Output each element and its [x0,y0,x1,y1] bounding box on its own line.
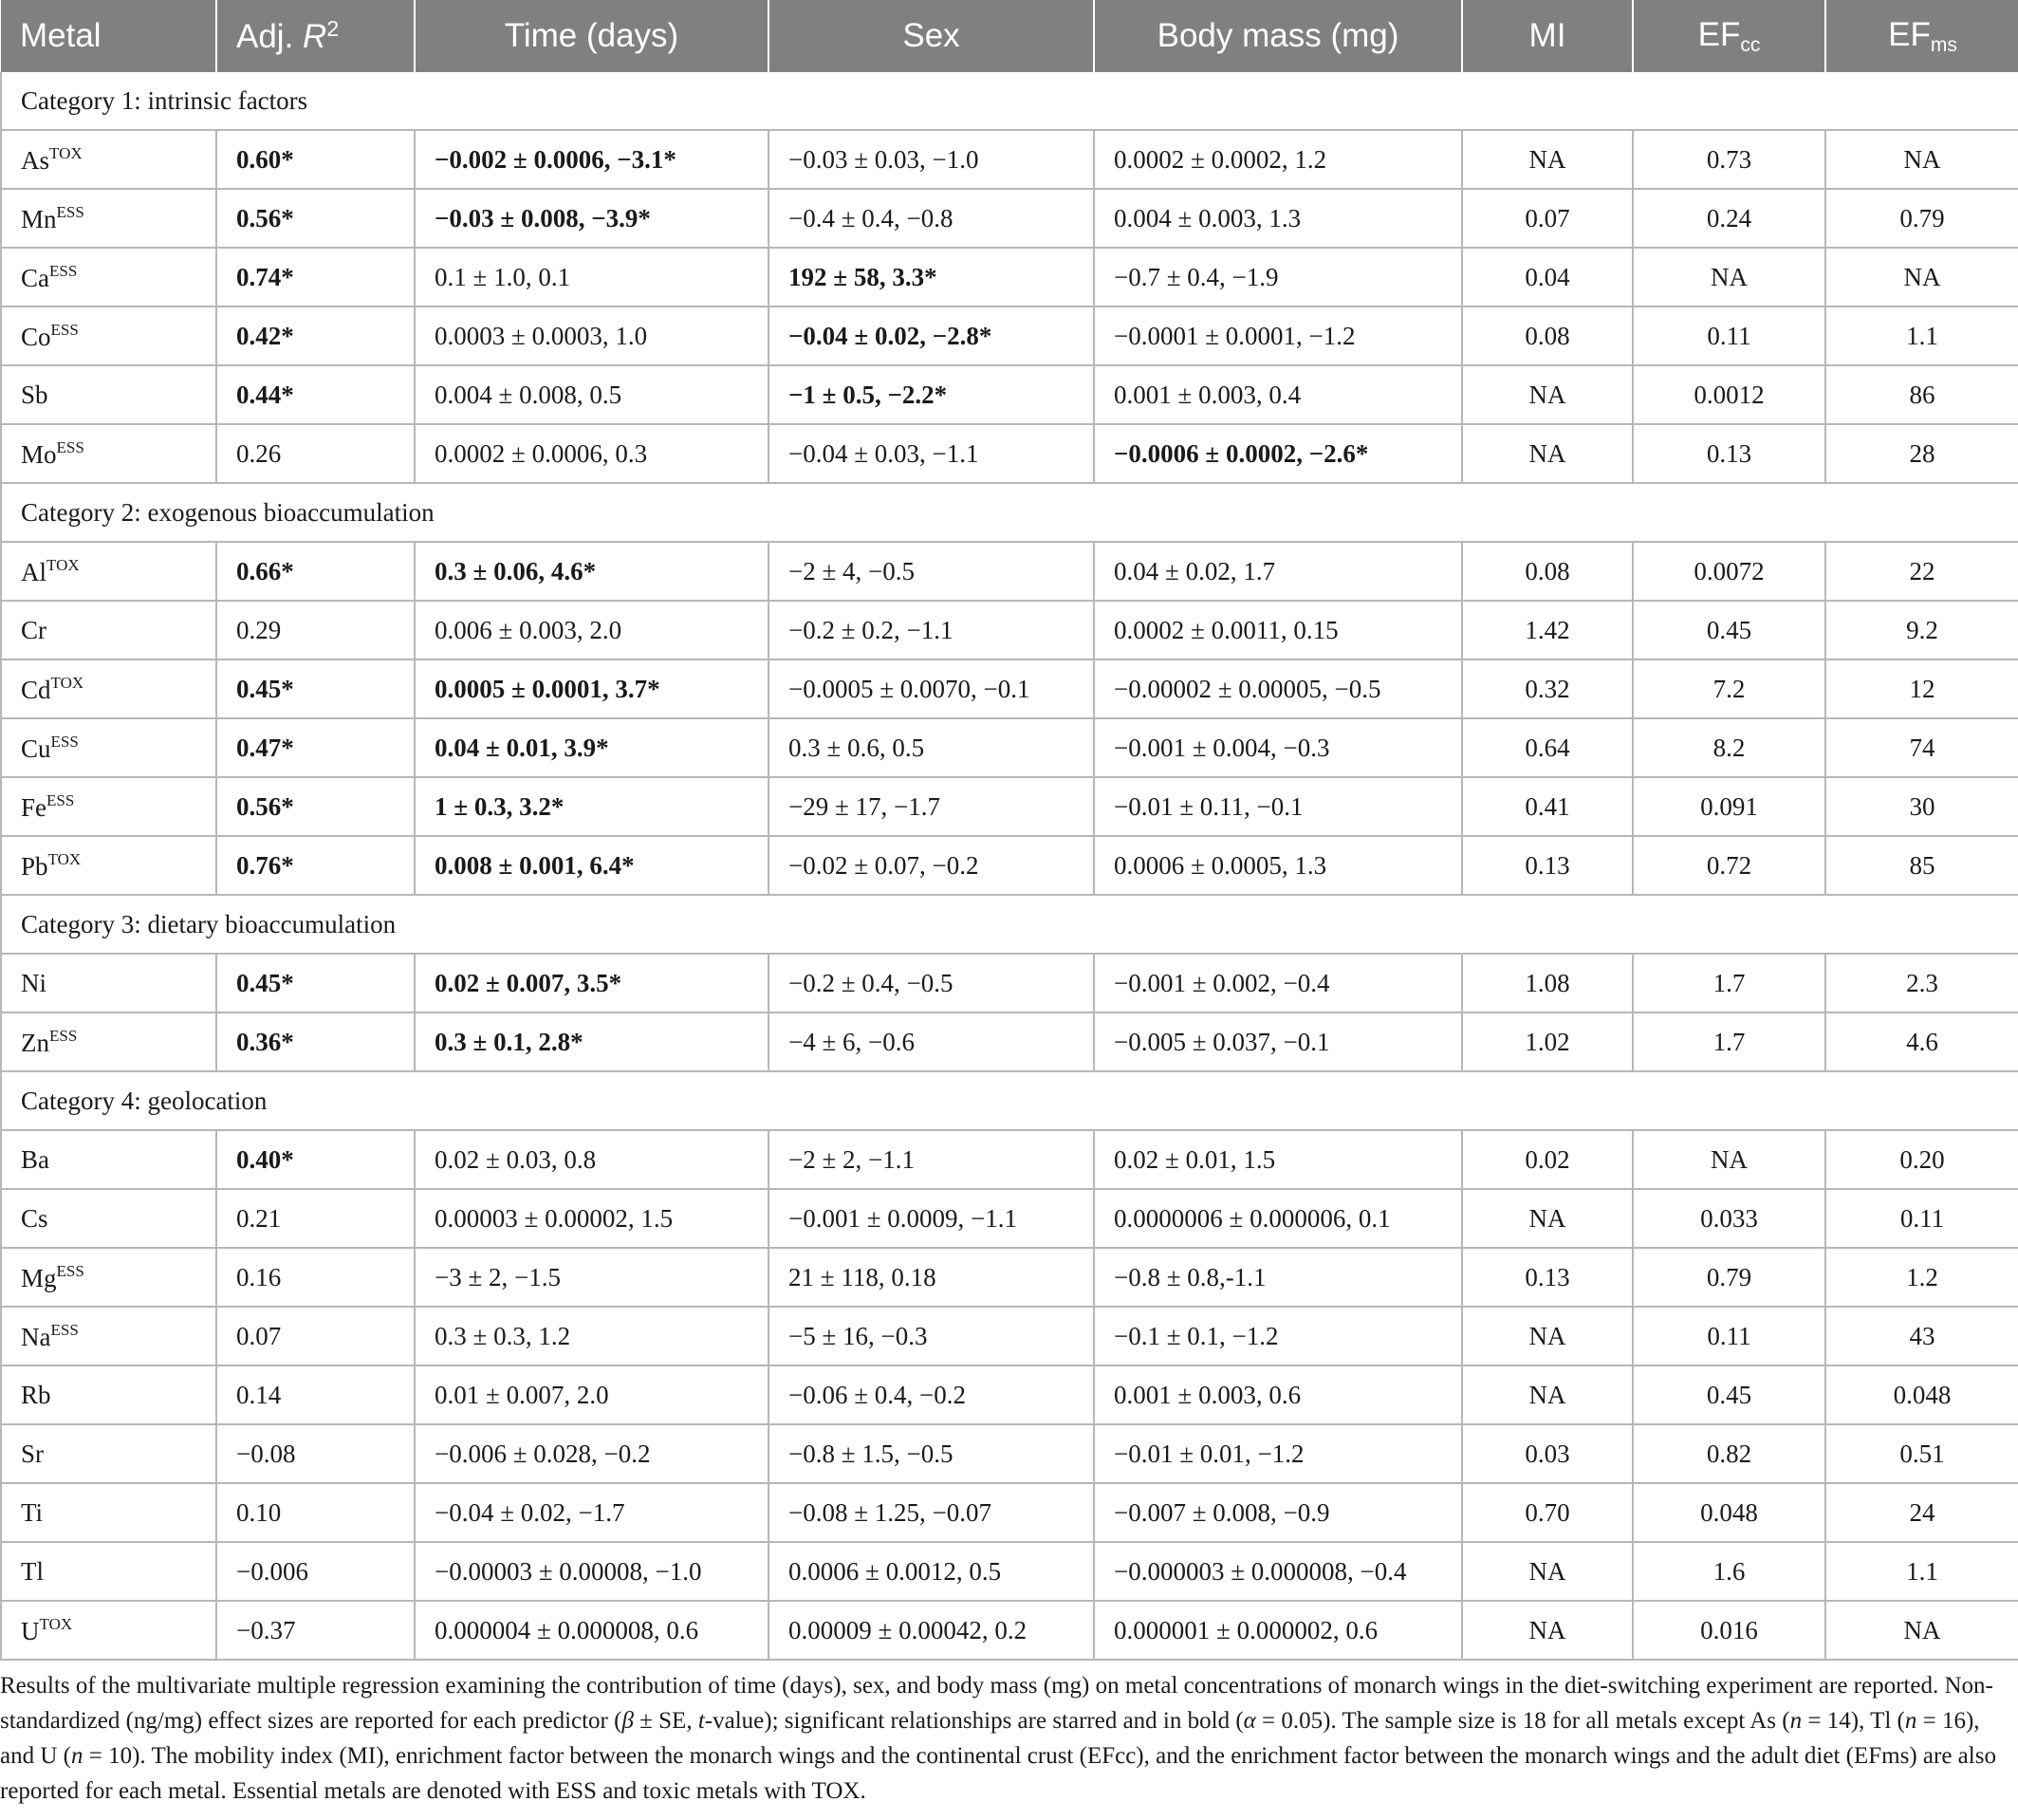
mi-cell: 0.03 [1462,1424,1633,1483]
body-mass-cell: 0.02 ± 0.01, 1.5 [1094,1130,1462,1189]
efms-cell: 12 [1825,659,2018,718]
metal-cell [1,659,216,718]
metal-cell [1,1307,216,1365]
efcc-cell: 1.7 [1633,954,1825,1012]
header-efms: $EF_{ms}$ [1825,0,2018,72]
metal-class-superscript: ESS [49,261,78,280]
mi-cell: 0.08 [1462,306,1633,365]
metal-symbol: Fe [21,792,46,822]
time-cell: 0.01 ± 0.007, 2.0 [415,1365,768,1424]
time-cell: 0.02 ± 0.03, 0.8 [415,1130,768,1189]
category-row [1,1071,2018,1130]
mi-cell: 1.02 [1462,1012,1633,1071]
efcc-cell: 0.11 [1633,306,1825,365]
metal-cell [1,365,216,424]
metal-symbol: U [21,1616,40,1645]
metal-symbol: Al [21,557,46,586]
table-row [1,189,2018,248]
time-cell: −0.03 ± 0.008, −3.9* [415,189,768,248]
mi-cell: NA [1462,1542,1633,1601]
sex-cell: −29 ± 17, −1.7 [768,777,1094,836]
metal-symbol: Cu [21,734,51,763]
metal-cell [1,1248,216,1307]
metal-cell [1,601,216,659]
adj-r2-cell: 0.10 [216,1483,415,1542]
time-cell: 0.008 ± 0.001, 6.4* [415,836,768,895]
metal-cell [1,1189,216,1248]
time-cell: 1 ± 0.3, 3.2* [415,777,768,836]
category-title: Category 4: geolocation [1,1071,2018,1130]
table-row [1,306,2018,365]
efms-cell: 9.2 [1825,601,2018,659]
metal-class-superscript: ESS [49,1026,78,1045]
adj-r2-cell: 0.60* [216,130,415,189]
table-row [1,777,2018,836]
time-cell: −3 ± 2, −1.5 [415,1248,768,1307]
body-mass-cell: 0.001 ± 0.003, 0.4 [1094,365,1462,424]
metal-symbol: Ca [21,263,49,292]
efcc-cell: 1.7 [1633,1012,1825,1071]
mi-cell: 0.07 [1462,189,1633,248]
sex-cell: −0.04 ± 0.03, −1.1 [768,424,1094,483]
efms-cell: 0.11 [1825,1189,2018,1248]
sex-cell: −0.2 ± 0.4, −0.5 [768,954,1094,1012]
sex-cell: −0.2 ± 0.2, −1.1 [768,601,1094,659]
time-cell: 0.3 ± 0.06, 4.6* [415,542,768,601]
efcc-cell: 7.2 [1633,659,1825,718]
sex-cell: −2 ± 2, −1.1 [768,1130,1094,1189]
metal-cell [1,542,216,601]
efms-cell: 22 [1825,542,2018,601]
body-mass-cell: −0.7 ± 0.4, −1.9 [1094,248,1462,306]
mi-cell: 0.02 [1462,1130,1633,1189]
table-row [1,1424,2018,1483]
efms-cell: NA [1825,130,2018,189]
body-mass-cell: −0.005 ± 0.037, −0.1 [1094,1012,1462,1071]
metal-symbol: Cr [21,615,46,644]
efms-cell: 43 [1825,1307,2018,1365]
mi-cell: 0.04 [1462,248,1633,306]
table-row [1,1130,2018,1189]
metal-symbol: Tl [21,1556,44,1586]
metal-cell [1,1365,216,1424]
body-mass-cell: 0.000001 ± 0.000002, 0.6 [1094,1601,1462,1660]
category-title: Category 1: intrinsic factors [1,72,2018,130]
efcc-cell: 0.11 [1633,1307,1825,1365]
time-cell: 0.3 ± 0.1, 2.8* [415,1012,768,1071]
metal-class-superscript: TOX [46,555,80,574]
body-mass-cell: 0.0002 ± 0.0002, 1.2 [1094,130,1462,189]
time-cell: 0.0002 ± 0.0006, 0.3 [415,424,768,483]
adj-r2-cell: 0.76* [216,836,415,895]
efcc-cell: 0.82 [1633,1424,1825,1483]
adj-r2-cell: 0.74* [216,248,415,306]
time-cell: −0.002 ± 0.0006, −3.1* [415,130,768,189]
category-title: Category 2: exogenous bioaccumulation [1,483,2018,542]
sex-cell: −0.0005 ± 0.0070, −0.1 [768,659,1094,718]
mi-cell: 0.13 [1462,1248,1633,1307]
header-metal: Metal [1,0,216,72]
mi-cell: NA [1462,130,1633,189]
metal-class-superscript: ESS [50,732,79,751]
sex-cell: −0.08 ± 1.25, −0.07 [768,1483,1094,1542]
metal-cell [1,1601,216,1660]
metal-symbol: Mg [21,1263,57,1292]
adj-r2-cell: 0.21 [216,1189,415,1248]
table-row [1,1307,2018,1365]
efcc-cell: 0.0072 [1633,542,1825,601]
metal-symbol: Zn [21,1028,49,1057]
efcc-cell: 0.79 [1633,1248,1825,1307]
time-cell: 0.0003 ± 0.0003, 1.0 [415,306,768,365]
metal-cell [1,424,216,483]
sex-cell: −0.8 ± 1.5, −0.5 [768,1424,1094,1483]
efms-cell: 0.79 [1825,189,2018,248]
mi-cell: 0.41 [1462,777,1633,836]
metal-cell [1,248,216,306]
adj-r2-cell: 0.56* [216,777,415,836]
adj-r2-cell: 0.45* [216,954,415,1012]
table-row [1,1542,2018,1601]
table-header [1,0,2018,72]
metal-class-superscript: ESS [56,202,84,221]
metal-cell [1,777,216,836]
metal-cell [1,1483,216,1542]
metal-symbol: Sb [21,380,48,409]
adj-r2-cell: 0.44* [216,365,415,424]
metal-class-superscript: TOX [47,849,82,868]
sex-cell: 0.3 ± 0.6, 0.5 [768,718,1094,777]
metal-symbol: Cs [21,1203,48,1233]
category-row [1,72,2018,130]
efms-cell: 24 [1825,1483,2018,1542]
table-caption: Results of the multivariate multiple regression examining the contribution of time (days), sex, and body mass (mg) on metal concentrations of monarch wings in the diet-switching experiment are reported. Non-standardized (ng/mg) effect sizes are reported for each predictor (β ± SE, t-value); significant relationships are starred and in bold (α = 0.05). The sample size is 18 for all metals except As (n = 14), Tl (n = 16), and U (n = 10). The mobility index (MI), enrichment factor between the monarch wings and the continental crust (EFcc), and the enrichment factor between the monarch wings and the adult diet (EFms) are also reported for each metal. Essential metals are denoted with ESS and toxic metals with TOX. [0,1673,1996,1804]
body-mass-cell: 0.0006 ± 0.0005, 1.3 [1094,836,1462,895]
sex-cell: −0.06 ± 0.4, −0.2 [768,1365,1094,1424]
adj-r2-cell: 0.26 [216,424,415,483]
efcc-cell: NA [1633,248,1825,306]
body-mass-cell: −0.8 ± 0.8,-1.1 [1094,1248,1462,1307]
table-row [1,601,2018,659]
efms-cell: NA [1825,248,2018,306]
time-cell: 0.1 ± 1.0, 0.1 [415,248,768,306]
adj-r2-cell: −0.08 [216,1424,415,1483]
table-row [1,1248,2018,1307]
metal-cell [1,1130,216,1189]
body-mass-cell: −0.0006 ± 0.0002, −2.6* [1094,424,1462,483]
category-row [1,483,2018,542]
metal-symbol: Ni [21,968,46,997]
metal-class-superscript: ESS [56,437,84,456]
metal-symbol: Mo [21,439,57,469]
sex-cell: −1 ± 0.5, −2.2* [768,365,1094,424]
adj-r2-cell: 0.66* [216,542,415,601]
body-mass-cell: −0.01 ± 0.01, −1.2 [1094,1424,1462,1483]
mi-cell: 0.08 [1462,542,1633,601]
table-row [1,130,2018,189]
efms-cell: 4.6 [1825,1012,2018,1071]
efms-cell: 0.048 [1825,1365,2018,1424]
efcc-cell: 0.016 [1633,1601,1825,1660]
efms-cell: 0.51 [1825,1424,2018,1483]
efms-cell: 86 [1825,365,2018,424]
time-cell: −0.00003 ± 0.00008, −1.0 [415,1542,768,1601]
metal-class-superscript: ESS [50,1320,79,1339]
time-cell: −0.006 ± 0.028, −0.2 [415,1424,768,1483]
efms-cell: 85 [1825,836,2018,895]
sex-cell: 21 ± 118, 0.18 [768,1248,1094,1307]
efcc-cell: 0.73 [1633,130,1825,189]
metal-symbol: Ba [21,1144,49,1174]
table-row [1,1365,2018,1424]
time-cell: 0.006 ± 0.003, 2.0 [415,601,768,659]
sex-cell: 192 ± 58, 3.3* [768,248,1094,306]
adj-r2-cell: 0.45* [216,659,415,718]
mi-cell: NA [1462,1365,1633,1424]
metal-symbol: Mn [21,204,57,233]
metal-symbol: Cd [21,675,51,704]
body-mass-cell: 0.0000006 ± 0.000006, 0.1 [1094,1189,1462,1248]
mi-cell: 0.32 [1462,659,1633,718]
mi-cell: NA [1462,1601,1633,1660]
table-row [1,1601,2018,1660]
adj-r2-cell: 0.36* [216,1012,415,1071]
sex-cell: −0.04 ± 0.02, −2.8* [768,306,1094,365]
table-row [1,248,2018,306]
metal-cell [1,130,216,189]
adj-r2-cell: 0.40* [216,1130,415,1189]
metal-symbol: As [21,145,50,175]
efcc-cell: 0.45 [1633,1365,1825,1424]
metal-class-superscript: ESS [46,790,75,809]
table-row [1,1189,2018,1248]
adj-r2-cell: 0.56* [216,189,415,248]
sex-cell: 0.0006 ± 0.0012, 0.5 [768,1542,1094,1601]
body-mass-cell: −0.000003 ± 0.000008, −0.4 [1094,1542,1462,1601]
time-cell: 0.004 ± 0.008, 0.5 [415,365,768,424]
metal-cell [1,836,216,895]
time-cell: 0.000004 ± 0.000008, 0.6 [415,1601,768,1660]
metal-symbol: Ti [21,1497,44,1527]
mi-cell: 1.42 [1462,601,1633,659]
efms-cell: 28 [1825,424,2018,483]
time-cell: 0.02 ± 0.007, 3.5* [415,954,768,1012]
time-cell: −0.04 ± 0.02, −1.7 [415,1483,768,1542]
metal-class-superscript: TOX [39,1614,73,1633]
body-mass-cell: −0.001 ± 0.002, −0.4 [1094,954,1462,1012]
efcc-cell: 8.2 [1633,718,1825,777]
adj-r2-cell: 0.47* [216,718,415,777]
efms-cell: 1.1 [1825,306,2018,365]
mi-cell: NA [1462,424,1633,483]
category-title: Category 3: dietary bioaccumulation [1,895,2018,954]
metal-symbol: Pb [21,851,48,881]
efcc-cell: 1.6 [1633,1542,1825,1601]
efcc-cell: 0.13 [1633,424,1825,483]
efms-cell: 1.2 [1825,1248,2018,1307]
time-cell: 0.00003 ± 0.00002, 1.5 [415,1189,768,1248]
table-row [1,718,2018,777]
metal-cell [1,306,216,365]
body-mass-cell: 0.0002 ± 0.0011, 0.15 [1094,601,1462,659]
body-mass-cell: −0.007 ± 0.008, −0.9 [1094,1483,1462,1542]
efcc-cell: 0.048 [1633,1483,1825,1542]
mi-cell: 0.13 [1462,836,1633,895]
table-row [1,542,2018,601]
body-mass-cell: 0.001 ± 0.003, 0.6 [1094,1365,1462,1424]
header-efcc: $EF_{cc}$ [1633,0,1825,72]
metal-cell [1,718,216,777]
efms-cell: 74 [1825,718,2018,777]
efms-cell: 30 [1825,777,2018,836]
body-mass-cell: −0.001 ± 0.004, −0.3 [1094,718,1462,777]
efcc-cell: 0.0012 [1633,365,1825,424]
time-cell: 0.04 ± 0.01, 3.9* [415,718,768,777]
body-mass-cell: −0.0001 ± 0.0001, −1.2 [1094,306,1462,365]
mi-cell: NA [1462,365,1633,424]
efcc-cell: 0.091 [1633,777,1825,836]
table-row [1,365,2018,424]
header-mi: MI [1462,0,1633,72]
metal-cell [1,954,216,1012]
metal-symbol: Sr [21,1439,45,1468]
sex-cell: −4 ± 6, −0.6 [768,1012,1094,1071]
time-cell: 0.0005 ± 0.0001, 3.7* [415,659,768,718]
mi-cell: NA [1462,1189,1633,1248]
adj-r2-cell: 0.29 [216,601,415,659]
body-mass-cell: 0.04 ± 0.02, 1.7 [1094,542,1462,601]
sex-cell: −0.4 ± 0.4, −0.8 [768,189,1094,248]
metal-class-superscript: TOX [49,143,83,162]
sex-cell: −0.03 ± 0.03, −1.0 [768,130,1094,189]
body-mass-cell: 0.004 ± 0.003, 1.3 [1094,189,1462,248]
mi-cell: 0.70 [1462,1483,1633,1542]
efms-cell: 2.3 [1825,954,2018,1012]
metal-cell [1,1012,216,1071]
adj-r2-cell: 0.14 [216,1365,415,1424]
body-mass-cell: −0.1 ± 0.1, −1.2 [1094,1307,1462,1365]
time-cell: 0.3 ± 0.3, 1.2 [415,1307,768,1365]
header-adj-r2: Adj. $R^2$ [216,0,415,72]
table-row [1,659,2018,718]
efcc-cell: 0.72 [1633,836,1825,895]
metal-class-superscript: ESS [50,320,79,339]
sex-cell: −0.001 ± 0.0009, −1.1 [768,1189,1094,1248]
adj-r2-cell: −0.37 [216,1601,415,1660]
metal-symbol: Rb [21,1380,51,1409]
body-mass-cell: −0.00002 ± 0.00005, −0.5 [1094,659,1462,718]
efms-cell: 0.20 [1825,1130,2018,1189]
sex-cell: 0.00009 ± 0.00042, 0.2 [768,1601,1094,1660]
metal-class-superscript: ESS [56,1261,84,1280]
table-row [1,1483,2018,1542]
table-row [1,954,2018,1012]
header-body-mass: Body mass (mg) [1094,0,1462,72]
body-mass-cell: −0.01 ± 0.11, −0.1 [1094,777,1462,836]
efms-cell: NA [1825,1601,2018,1660]
mi-cell: NA [1462,1307,1633,1365]
table-body [1,72,2018,1660]
efcc-cell: 0.45 [1633,601,1825,659]
metal-symbol: Na [21,1322,51,1351]
sex-cell: −2 ± 4, −0.5 [768,542,1094,601]
sex-cell: −0.02 ± 0.07, −0.2 [768,836,1094,895]
efcc-cell: 0.033 [1633,1189,1825,1248]
metal-cell [1,1542,216,1601]
mi-cell: 0.64 [1462,718,1633,777]
table-row [1,1012,2018,1071]
table-row [1,424,2018,483]
table-row [1,836,2018,895]
header-sex: Sex [768,0,1094,72]
efcc-cell: NA [1633,1130,1825,1189]
metal-class-superscript: TOX [50,673,84,692]
mi-cell: 1.08 [1462,954,1633,1012]
adj-r2-cell: 0.07 [216,1307,415,1365]
efms-cell: 1.1 [1825,1542,2018,1601]
metal-cell [1,1424,216,1483]
adj-r2-cell: −0.006 [216,1542,415,1601]
metal-symbol: Co [21,322,51,351]
header-time: Time (days) [415,0,768,72]
category-row [1,895,2018,954]
sex-cell: −5 ± 16, −0.3 [768,1307,1094,1365]
adj-r2-cell: 0.16 [216,1248,415,1307]
efcc-cell: 0.24 [1633,189,1825,248]
metal-cell [1,189,216,248]
adj-r2-cell: 0.42* [216,306,415,365]
